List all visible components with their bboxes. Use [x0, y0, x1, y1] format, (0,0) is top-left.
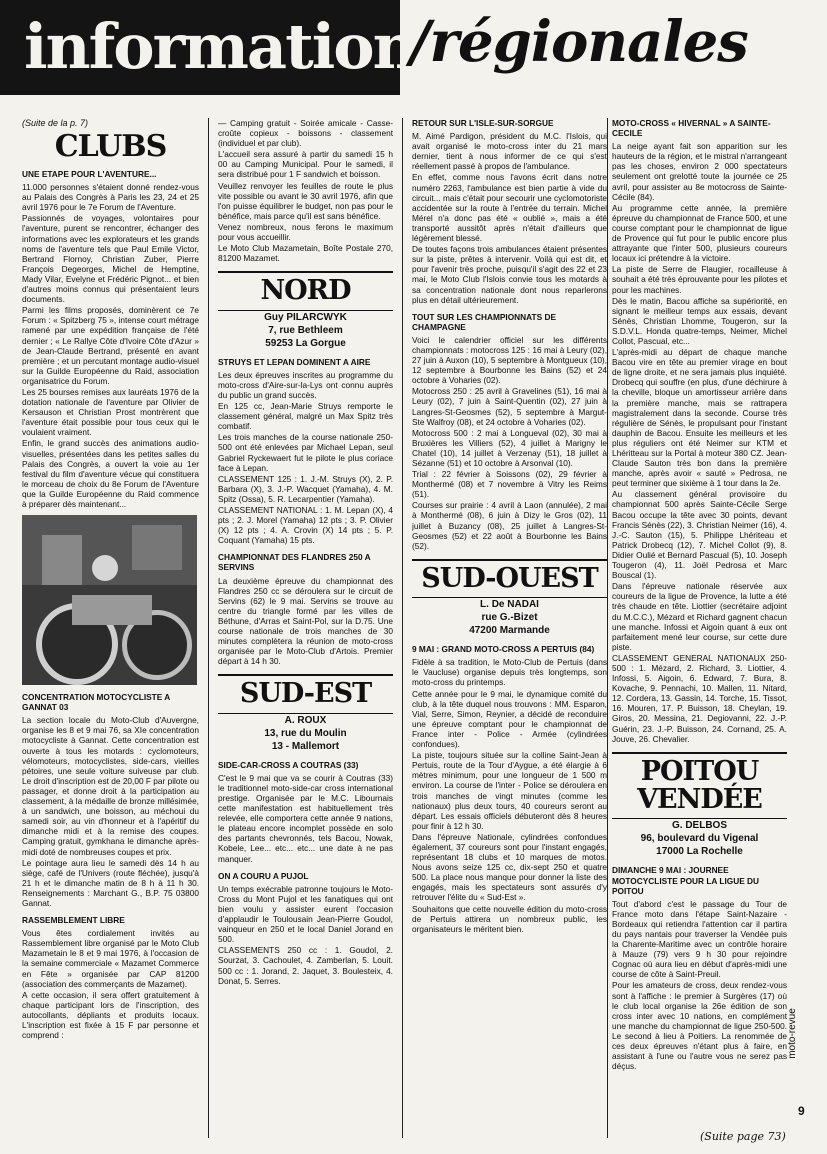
paragraph: Les trois manches de la course nationale 250-500 ont été enlevées par Michael Lepan, seul Gabriel Ryckewaert fut le pilote le plus coriace face à Lepan.: [218, 432, 393, 473]
paragraph: La piste, toujours située sur la colline Saint-Jean à Pertuis, route de la Tour d'Aygue, a été élargie à 6 mètres minimum, pour une longueur de 1 500 m environ. La course de l'inter - Police se déroulera en trois manches de vingt minutes (comme les nationaux) plus deux tours, 40 coureurs seront au départ. Les essais officiels débuteront dès 8 heures pour finir à 12 h 30.: [412, 750, 607, 831]
paragraph: En 125 cc, Jean-Marie Struys remporte le classement général, malgré un Max Spitz très combatif.: [218, 401, 393, 432]
paragraph: La piste de Serre de Flaugier, rocailleuse à souhait a été très éprouvante pour les pilotes et pour les machines.: [612, 264, 787, 295]
paragraph: C'est le 9 mai que va se courir à Coutras (33) le traditionnel moto-side-car cross international prestige. Organisée par le M.C. Libournais cette manifestation est habituellement très relevée, elle comportera cette année 9 nations, le plateau encore incomplet possède en solo des partants chevronnés, tels Bacou, Nowak, Kobele, Lee... etc... etc... une date à ne pas manquer.: [218, 772, 393, 864]
paragraph: — Camping gratuit - Soirée amicale - Casse-croûte copieux - boissons - classement (individuel et par club).: [218, 118, 393, 149]
correspondent-name: A. ROUX: [284, 714, 327, 726]
paragraph: Cette année pour le 9 mai, le dynamique comité du club, à la tête duquel nous trouvons : MM. Esparon, Vial, Serre, Simon, Reynier, a décidé de reconduire une épreuve comptant pour le championnat de France inter - Police - Armée (cylindrées confondues).: [412, 688, 607, 750]
correspondent-city: 13 - Mallemort: [271, 740, 340, 752]
paragraph: Les deux épreuves inscrites au programme du moto-cross d'Aire-sur-la-Lys ont connu auprès du public un grand succès.: [218, 369, 393, 400]
page-number: 9: [798, 1104, 805, 1118]
article-heading: UNE ETAPE POUR L'AVENTURE...: [22, 169, 157, 179]
article-heading: SIDE-CAR-CROSS A COUTRAS (33): [218, 759, 359, 770]
region-title: SUD-OUEST: [421, 562, 598, 594]
paragraph: L'accueil sera assuré à partir du samedi 15 h 00 au Camping Municipal. Pour le samedi, il sera distribué pour 1 F sandwich et boisson.: [218, 149, 393, 180]
paragraph: La deuxième épreuve du championnat des Flandres 250 cc se déroulera sur le circuit de Servins (62) le 9 mai. Servins se trouve au centre du triangle formé par les villes de Béthune, d'Arras et Saint-Pol, sur la D.75. Une course nationale de trois manches de 30 minutes complètera la réunion de moto-cross organisée par le Moto-Club d'Artois. Premier départ à 14 h 30.: [218, 575, 393, 667]
paragraph: Voici le calendrier officiel sur les différents championnats : motocross 125 : 16 mai à Leury (02), 27 juin à Auxon (10), 5 septembre à Montgueux (10), 12 septembre à Bourbonne les Bains (52) et 24 octobre à Voharies (02).: [412, 334, 607, 386]
region-title: NORD: [260, 275, 351, 307]
continued-footer: (Suite page 73): [700, 1130, 786, 1143]
paragraph: Au programme cette année, la première épreuve du championnat de France 500, et une course comptant pour le championnat de ligue de Provence qui fut pour le public encore plus attrayante que l'inter 500, plusieurs coureurs locaux ici prétendre à la victoire.: [612, 202, 787, 264]
paragraph: CLASSEMENT NATIONAL : 1. M. Lepan (X), 4 pts ; 2. J. Morel (Yamaha) 12 pts ; 3. P. Olivier (X) 12 pts ; 4. A. Crovin (X) 14 pts ; 5. P. Coquant (Yamaha) 15 pts.: [218, 504, 393, 546]
paragraph: Veuillez renvoyer les feuilles de route le plus vite possible ou avant le 30 avril 1976, afin que l'on puisse équilibrer le budget, non pas pour le bénéfice, mais parce qu'il est sans bénéfice.: [218, 180, 393, 221]
correspondent-name: G. DELBOS: [671, 820, 727, 832]
continued-note: (Suite de la p. 7): [22, 118, 89, 128]
paragraph: La neige ayant fait son apparition sur les hauteurs de la région, et le mistral n'arrangeant pas les choses, environ 2 000 spectateurs seulement ont grelotté toute la journée ce 25 avril, pour assister au 8e motocross de Sainte-Cécile (84).: [612, 141, 787, 202]
region-title: SUD-EST: [239, 678, 372, 710]
paragraph: Trial : 22 février à Soissons (02), 29 février à Monthermé (08) et 7 novembre à Vitry les Reims (51).: [412, 469, 607, 500]
paragraph: M. Aimé Pardigon, président du M.C. l'Islois, qui avait organisé le moto-cross inter du 21 mars dernier, tient à nous informer de ce qui s'est réellement passé à propos de l'ambulance.: [412, 131, 607, 172]
column-3: [412, 118, 607, 1142]
paragraph: Souhaitons que cette nouvelle édition du moto-cross de Pertuis attirera un nombreux public, les organisateurs le méritent bien.: [412, 903, 607, 934]
article-heading: RASSEMBLEMENT LIBRE: [22, 915, 125, 926]
region-title: VENDÉE: [637, 784, 762, 816]
paragraph: 11.000 personnes s'étaient donné rendez-vous au Palais des Congrès à Paris les 23, 24 et 25 avril 1976 pour le 7e Forum de l'Aventure.: [22, 182, 199, 213]
header-black-band: [0, 0, 449, 95]
paragraph: Passionnés de voyages, volontaires pour l'aventure, purent se rencontrer, échanger des informations avec les explorateurs et les grands noms de l'aventure tels que Paul Emile Victor, Bertrand Flornoy, Christian Zuber, Pierre François Degeorges, Michel de Hemptine, Mady Vilar, Evelyne et Frédéric Pignot... et bien d'autres moins connus qui présentaient leurs documents.: [22, 213, 199, 305]
page-header: [0, 0, 827, 110]
correspondent-street: 13, rue du Moulin: [264, 727, 347, 739]
correspondent-street: rue G.-Bizet: [481, 612, 538, 624]
column-2: [218, 118, 393, 1142]
paragraph: Le Moto Club Mazametain, Boîte Postale 270, 81200 Mazamet.: [218, 243, 393, 264]
correspondent-street: 7, rue Bethleem: [268, 324, 343, 336]
paragraph: CLASSEMENTS 250 cc : 1. Goudol, 2. Sourzat, 3. Cachoulet, 4. Zamberlan, 5. Louit. 500 cc : 1. Jorand, 2. Jaquet, 3. Boulesteix, 4. Donat, 5. Serres.: [218, 945, 393, 986]
paragraph: Tout d'abord c'est le passage du Tour de France moto dans l'étape Saint-Nazaire - Bordeaux qui retiendra l'attention car il partira du pays nantais pour traverser la Vendée puis la Charente-Maritime avec un contrôle horaire à Mauze (79) vers 9 h 30 pour rejoindre Cognac où aura lieu en début d'après-midi une course de côte à Saint-Preuil.: [612, 898, 787, 980]
correspondent-city: 47200 Marmande: [469, 625, 550, 637]
paragraph: Courses sur prairie : 4 avril à Laon (annulée), 2 mai à Monthermé (08), 6 juin à Dizy le Gros (02), 11 juillet à Buzancy (08), 25 juillet à Langres-St-Geosmes (52) et 22 août à Bourbonne les Bains (52).: [412, 500, 607, 551]
paragraph: Parmi les films proposés, dominèrent ce 7e Forum : « Spitzberg 75 », intense court métrage ramené par une expédition française de l'été dernier ; « Le Rallye Côte d'Ivoire Côte d'Azur » de Jean-Claude Bertrand, présenté en avant première ; et un percutant montage audio-visuel sur la Guilde Européenne du Raid, association organisatrice du Forum.: [22, 305, 199, 386]
header-informations: informations: [24, 10, 449, 83]
paragraph: Pour les amateurs de cross, deux rendez-vous sont à l'affiche : le premier à Surgères (17) où le club local organise la 26e édition de son cross inter avec 10 nations, en complément une manche du championnat de ligue 250-500. Le second à lieu à Poitiers. La renommée de ces deux épreuves n'étant plus à faire, en assistant à l'une ou l'autre vous ne serez pas déçus.: [612, 980, 787, 1072]
article-heading: MOTO-CROSS « HIVERNAL » A SAINTE-CECILE: [612, 118, 771, 139]
paragraph: Un temps exécrable patronne toujours le Moto-Cross du Mont Pujol et les fanatiques qui ont bien voulu y assister eurent l'occasion d'applaudir le Toulousain Jean-Pierre Goudol, vainqueur en 250 et le local Daniel Jorand en 500.: [218, 883, 393, 945]
correspondent-city: 59253 La Gorgue: [265, 337, 346, 349]
article-heading: RETOUR SUR L'ISLE-SUR-SORGUE: [412, 118, 554, 128]
region-box-poitou-vendee: [612, 752, 787, 859]
article-heading: CHAMPIONNAT DES FLANDRES 250 A SERVINS: [218, 552, 371, 573]
paragraph: Dès le matin, Bacou affiche sa supériorité, en signant le meilleur temps aux essais, devant Sénès, Christian Lhomme, Tougeron, sur la S.D.V.L. Honda quatre-temps, Neimer, Michel Collot, Pascual, etc...: [612, 295, 787, 346]
paragraph: Dans l'épreuve nationale réservée aux coureurs de la ligue de Provence, la lutte a été très chaude en tête. Liottier (secrétaire adjoint du M.C.C.), Mézard et Richard gagnent chacun une manche. Infossi et Aigoin quant à eux ont parfaitement mené leur course, sur cette dure piste.: [612, 581, 787, 652]
correspondent-name: L. De NADAI: [480, 599, 539, 611]
region-title: POITOU: [640, 755, 759, 787]
paragraph: La section locale du Moto-Club d'Auvergne, organise les 8 et 9 mai 76, sa XIe concentration motocycliste à Gannat. Cette concentration est ouverte à tous les motards : cyclomoteurs, vélomoteurs, motocyclistes, side-cars, vieilles pétoires, une seule voiture suiveuse par club. Le droit d'inscription est de 20,00 F par pilote ou passager, et donne droit à la participation au classement, à la médaille de bronze millésimée, à un sandwich, une boisson, au méchoui du samedi soir, au vin d'honneur et à l'apéritif du dimanche midi et à la remise des coupes. Camping gratuit, gymkhana le dimanche après-midi doté de nombreuses coupes et prix.: [22, 715, 199, 857]
correspondent-street: 96, boulevard du Vigenal: [640, 833, 759, 845]
paragraph: Vous êtes cordialement invités au Rassemblement libre organisé par le Moto Club Mazametain le 8 et 9 mai 1976, à l'occasion de la semaine commerciale « Mazamet Commerce en Fête » organisée par CAP 81200 (association des commerçants de Mazamet).: [22, 928, 199, 989]
paragraph: Enfin, le grand succès des animations audio-visuelles, présentées dans les petites salles du Palais des Congrès, a ouvert la voie au 1er festival du film d'aventure vécue qui constituera le morceau de choix du 8e Forum de l'Aventure que la Guilde Européenne du Raid commence à préparer dès maintenant...: [22, 438, 199, 509]
paragraph: L'après-midi au départ de chaque manche Bacou vire en tête au premier virage en bout de ligne droite, et ne sera jamais plus inquiété. Drobecq qui souffre (en plus, d'une déchirure à la cheville, bloque un amortisseur arrière dans la première manche, mais se rattrapera magistralement dans la seconde. Course très régulière de Sénès, le propulsant pour l'instant dauphin de Bacou. Ensuite les meilleurs et les plus réguliers ont été Neimer sur KTM et Lhéritteau sur la Portal à moteur 380 CZ. Jean-Claude Sauton très bon dans la première manche, après avoir « sauté » Pedrosa, ne peut terminer que sixième à 1 tour dans la 2e.: [612, 347, 787, 489]
paragraph: CLASSEMENT GENERAL NATIONAUX 250-500 : 1. Mézard, 2. Richard, 3. Liottier, 4. Infossi, 5. Aigoin, 6. Edward, 7. Bura, 8. Kovache, 9. Pennachi, 10. Mallen, 11. Nitard, 12. Cordera, 13. Gassin, 14. Torche, 15. Tissot, 16. Mouren, 17. P. Buisson, 18. Cheylan, 19. Giros, 20. Messina, 21. Degiovanni, 22. J.-P. Guérin, 23. J.-P. Buisson, 24. Cornand, 25. A. Jouve, 26. Chevalier.: [612, 652, 787, 744]
paragraph: Venez nombreux, nous ferons le maximum pour vous accueillir.: [218, 221, 393, 243]
column-1: [22, 118, 199, 1142]
header-regionales: /régionales: [410, 9, 748, 75]
column-rule: [402, 118, 403, 1138]
paragraph: A cette occasion, il sera offert gratuitement à chaque participant lors de l'inscription, des autocollants, dépliants et produits locaux. L'inscription est fixée à 15 F par personne et comprend :: [22, 989, 199, 1041]
article-heading: TOUT SUR LES CHAMPIONNATS DE CHAMPAGNE: [412, 311, 556, 332]
region-box-sud-est: [218, 674, 393, 752]
magazine-name-vertical: moto-revue: [786, 1008, 798, 1059]
column-rule: [607, 118, 608, 1138]
column-rule: [208, 118, 209, 1138]
region-box-nord: [218, 271, 393, 349]
correspondent-name: Guy PILARCWYK: [264, 311, 347, 323]
region-box-sud-ouest: [412, 559, 607, 637]
paragraph: De toutes façons trois ambulances étaient présentes sur la piste, prêtes à intervenir. Voilà qui est dit, et pour l'avenir très proche, puisqu'il s'agit des 22 et 23 mai, le Moto Club l'Islois convie tous les motards à sa concentration nationale dont nous reparlerons plus en détail ultérieurement.: [412, 244, 607, 305]
paragraph: Dans l'épreuve Nationale, cylindrées confondues également, 37 coureurs sont pour l'instant engagés, représentant 18 clubs et 10 marques de motos. Nous avons seize 125 cc, dix-sept 250 et quatre 500. La place nous manque pour donner la liste des engagés, mais les spectateurs sont assurés d'y retrouver l'élite du « Sud-Est ».: [412, 831, 607, 903]
paragraph: Les 25 bourses remises aux lauréats 1976 de la dotation nationale de l'aventure par Olivier de Kersauson et Christian Prost montrèrent que l'aventure était possible pour tous ceux qui le voulaient vraiment.: [22, 386, 199, 438]
article-heading: STRUYS ET LEPAN DOMINENT A AIRE: [218, 356, 371, 367]
paragraph: Fidèle à sa tradition, le Moto-Club de Pertuis (dans le Vaucluse) organise depuis très longtemps, son moto-cross du printemps.: [412, 657, 607, 688]
article-heading: DIMANCHE 9 MAI : JOURNEE MOTOCYCLISTE POUR LA LIGUE DU POITOU: [612, 865, 760, 896]
motorcycle-photo: [22, 515, 197, 685]
paragraph: Le pointage aura lieu le samedi dès 14 h au siège, café de l'Univers (route fléchée), jusqu'à 21 h et le dimanche matin de 8 h à 11 h 30. Renseignements : Marchant G., B.P. 75 03800 Gannat.: [22, 857, 199, 908]
column-4: [612, 118, 787, 1142]
correspondent-city: 17000 La Rochelle: [656, 846, 743, 858]
paragraph: Au classement général provisoire du championnat 500 après Sainte-Cécile Serge Bacou occupe la tête avec 30 points, devant Francis Sénès (22), 3. Christian Neimer (16), 4. J.-C. Sauton (15), 5. Philippe Lhériteau et Patrick Drobecq (12), 7. Michel Collot (9), 8. Didier Oulié et Bernard Pascual (5), 10. Joseph Tougeron (4), 11. Joël Pedrosa et Marc Bouscal (1).: [612, 489, 787, 581]
article-heading: CONCENTRATION MOTOCYCLISTE A GANNAT 03: [22, 692, 170, 713]
article-heading: 9 MAI : GRAND MOTO-CROSS A PERTUIS (84): [412, 644, 595, 655]
article-heading: ON A COURU A PUJOL: [218, 870, 309, 881]
paragraph: Motocross 500 : 2 mai à Longueval (02), 30 mai à Bruxières les Villiers (52), 4 juillet à Marigny le Chatel (10), 14 juillet à Verzenay (51), 18 juillet à Sézanne (51) et 10 octobre à Arsonval (10).: [412, 427, 607, 468]
paragraph: En effet, comme nous l'avons écrit dans notre numéro 2263, l'ambulance est bien partie à vide du circuit... mais c'était pour secourir une cyclomotoriste accidentée sur la route à l'entrée du terrain. Michel Mérel n'a donc pas été « oublié », mais a été transporté aussitôt après n'était d'ailleurs que légèrement blessé.: [412, 172, 607, 244]
section-title-clubs: CLUBS: [54, 129, 167, 164]
paragraph: CLASSEMENT 125 : 1. J.-M. Struys (X), 2. P. Barbara (X), 3. J.-P. Wacquet (Yamaha), 4. M. Spitz (Ossa), 5. R. Lecarpentier (Yamaha).: [218, 473, 393, 504]
paragraph: Motocross 250 : 25 avril à Gravelines (51), 16 mai à Leury (02), 7 juin à Saint-Quentin (02), 27 juin à Langres-St-Geosmes (52), 5 septembre à Margut-Ste Walfroy (08), et 24 octobre à Voharies (02).: [412, 386, 607, 427]
